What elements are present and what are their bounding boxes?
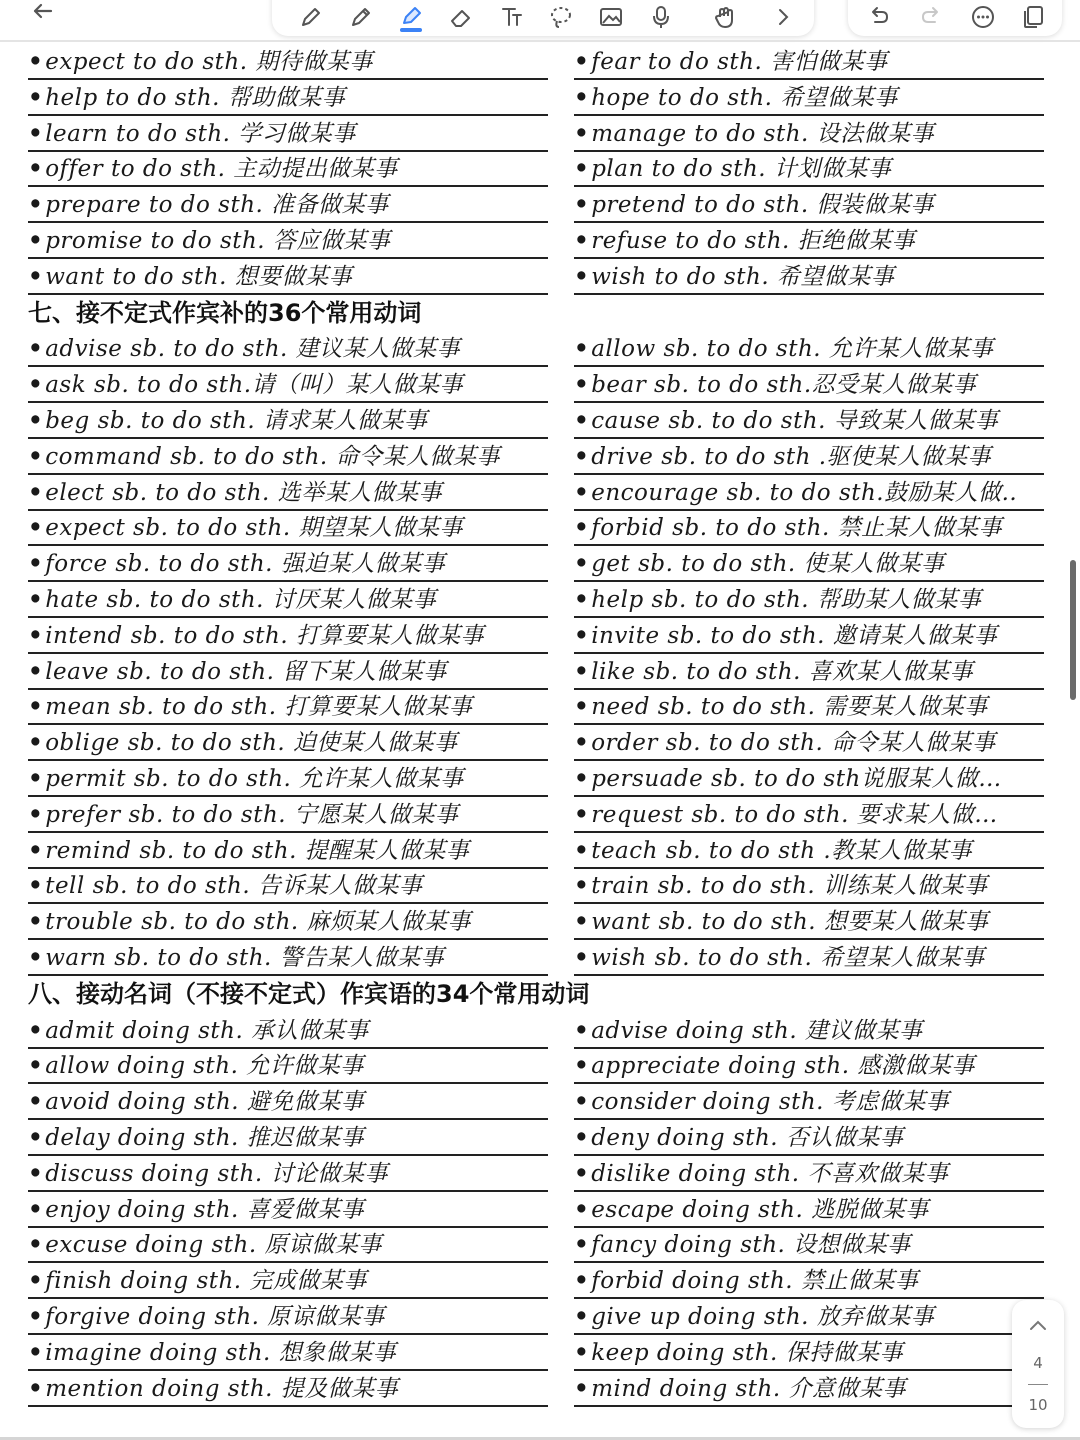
phrase-text: beg sb. to do sth. 请求某人做某事 <box>45 408 428 434</box>
bullet-icon: • <box>28 335 44 363</box>
bullet-icon: • <box>28 1159 44 1187</box>
phrase-text: delay doing sth. 推迟做某事 <box>45 1125 365 1151</box>
bullet-icon: • <box>574 335 590 363</box>
phrase-entry <box>28 187 548 223</box>
section-8-heading: 八、接动名词（不接不定式）作宾语的34个常用动词 <box>28 979 590 1008</box>
phrase-entry <box>574 618 1044 654</box>
phrase-entry <box>574 44 1044 80</box>
phrase-entry <box>574 116 1044 152</box>
bullet-icon: • <box>574 155 590 183</box>
bullet-icon: • <box>574 1088 590 1116</box>
phrase-entry <box>574 259 1044 295</box>
phrase-entry <box>574 904 1044 940</box>
list-row <box>0 367 1080 403</box>
list-row <box>0 1048 1080 1084</box>
phrase-text: deny doing sth. 否认做某事 <box>591 1125 904 1151</box>
bullet-icon: • <box>574 765 590 792</box>
phrase-entry <box>574 151 1044 187</box>
phrase-text: offer to do sth. 主动提出做某事 <box>45 156 398 183</box>
bullet-icon: • <box>574 908 590 936</box>
list-row <box>0 689 1080 725</box>
phrase-text: hate sb. to do sth. 讨厌某人做某事 <box>45 587 437 613</box>
phrase-text: plan to do sth. 计划做某事 <box>591 156 892 183</box>
list-row <box>0 761 1080 797</box>
phrase-text: remind sb. to do sth. 提醒某人做某事 <box>45 837 470 864</box>
actions-group <box>848 0 1062 36</box>
bullet-icon: • <box>574 944 590 971</box>
phrase-text: avoid doing sth. 避免做某事 <box>45 1089 365 1116</box>
phrase-entry <box>574 761 1044 797</box>
phrase-text: order sb. to do sth. 命令某人做某事 <box>591 730 996 757</box>
bullet-icon: • <box>574 1374 590 1402</box>
phrase-text: force sb. to do sth. 强迫某人做某事 <box>45 551 446 578</box>
pencil-icon[interactable] <box>344 0 378 34</box>
phrase-text: hope to do sth. 希望做某事 <box>591 84 898 111</box>
phrase-entry <box>574 725 1044 761</box>
bullet-icon: • <box>28 514 44 542</box>
phrase-entry <box>28 1084 548 1120</box>
phrase-entry <box>574 689 1044 725</box>
bullet-icon: • <box>28 657 44 685</box>
bullet-icon: • <box>28 550 44 578</box>
image-icon[interactable] <box>594 0 628 34</box>
phrase-text: persuade sb. to do sth说服某人做… <box>591 766 1002 792</box>
bullet-icon: • <box>574 1231 590 1259</box>
phrase-text: forgive doing sth. 原谅做某事 <box>45 1304 385 1330</box>
bullet-icon: • <box>574 48 590 75</box>
phrase-text: want sb. to do sth. 想要某人做某事 <box>591 909 989 936</box>
phrase-entry <box>28 868 548 904</box>
phrase-text: request sb. to do sth. 要求某人做… <box>591 801 998 828</box>
phrase-text: prefer sb. to do sth. 宁愿某人做某事 <box>45 801 459 828</box>
microphone-icon[interactable] <box>644 0 678 34</box>
list-row <box>0 151 1080 187</box>
text-tool-icon[interactable] <box>494 0 528 34</box>
phrase-entry <box>574 1299 1044 1335</box>
phrase-text: invite sb. to do sth. 邀请某人做某事 <box>591 622 998 649</box>
bullet-icon: • <box>574 693 590 721</box>
phrase-text: allow sb. to do sth. 允许某人做某事 <box>591 336 994 363</box>
bullet-icon: • <box>28 586 44 613</box>
bullet-icon: • <box>574 1052 590 1080</box>
phrase-text: tell sb. to do sth. 告诉某人做某事 <box>45 873 423 900</box>
phrase-text: train sb. to do sth. 训练某人做某事 <box>591 873 988 900</box>
phrase-entry <box>28 1156 548 1192</box>
phrase-entry <box>28 1263 548 1299</box>
phrase-entry <box>574 367 1044 403</box>
phrase-text: fancy doing sth. 设想做某事 <box>591 1232 911 1259</box>
phrase-entry <box>28 940 548 976</box>
list-row <box>0 904 1080 940</box>
phrase-entry <box>574 403 1044 439</box>
list-row <box>0 546 1080 582</box>
phrase-entry <box>574 331 1044 367</box>
list-row <box>0 582 1080 618</box>
phrase-entry <box>574 940 1044 976</box>
bullet-icon: • <box>28 1052 44 1080</box>
phrase-entry <box>28 259 548 295</box>
phrase-text: want to do sth. 想要做某事 <box>45 263 353 290</box>
phrase-entry <box>28 510 548 546</box>
bullet-icon: • <box>28 693 44 721</box>
bullet-icon: • <box>574 1267 590 1295</box>
phrase-text: refuse to do sth. 拒绝做某事 <box>591 228 916 254</box>
phrase-text: encourage sb. to do sth.鼓励某人做.. <box>591 479 1018 506</box>
phrase-text: learn to do sth. 学习做某事 <box>45 120 356 147</box>
phrase-entry <box>28 761 548 797</box>
bullet-icon: • <box>28 262 44 290</box>
bullet-icon: • <box>574 407 590 434</box>
lasso-icon[interactable] <box>544 0 578 34</box>
phrase-text: ask sb. to do sth.请（叫）某人做某事 <box>45 372 464 399</box>
phrase-entry <box>28 582 548 618</box>
chevron-up-icon[interactable] <box>1026 1314 1050 1338</box>
phrase-text: keep doing sth. 保持做某事 <box>591 1339 904 1366</box>
list-row <box>0 725 1080 761</box>
bullet-icon: • <box>28 621 44 649</box>
phrase-entry <box>28 223 548 259</box>
bullet-icon: • <box>574 800 590 828</box>
phrase-entry <box>28 1013 548 1049</box>
bullet-icon: • <box>28 83 44 111</box>
list-row <box>0 1263 1080 1299</box>
phrase-text: permit sb. to do sth. 允许某人做某事 <box>45 766 464 792</box>
phrase-entry <box>28 546 548 582</box>
pen-icon[interactable] <box>294 0 328 34</box>
page-separator <box>1028 1384 1048 1385</box>
phrase-entry <box>574 1120 1044 1156</box>
section-7-heading: 七、接不定式作宾补的36个常用动词 <box>28 298 422 327</box>
bullet-icon: • <box>574 1016 590 1044</box>
phrase-entry <box>574 1335 1044 1371</box>
list-row <box>0 618 1080 654</box>
bullet-icon: • <box>574 191 590 219</box>
phrase-text: mind doing sth. 介意做某事 <box>591 1375 906 1402</box>
list-row <box>0 187 1080 223</box>
phrase-text: warn sb. to do sth. 警告某人做某事 <box>45 945 445 971</box>
phrase-entry <box>574 1263 1044 1299</box>
phrase-text: give up doing sth. 放弃做某事 <box>591 1304 935 1330</box>
phrase-entry <box>574 510 1044 546</box>
phrase-text: pretend to do sth. 假装做某事 <box>591 192 934 219</box>
bullet-icon: • <box>574 1303 590 1330</box>
list-row <box>0 223 1080 259</box>
phrase-text: intend sb. to do sth. 打算要某人做某事 <box>45 622 484 649</box>
bullet-icon: • <box>574 836 590 864</box>
phrase-text: oblige sb. to do sth. 迫使某人做某事 <box>45 730 458 757</box>
phrase-text: mention doing sth. 提及做某事 <box>45 1375 399 1402</box>
phrase-entry <box>28 331 548 367</box>
drawing-tools-group <box>272 0 814 36</box>
phrase-entry <box>28 1299 548 1335</box>
bullet-icon: • <box>28 442 44 470</box>
bullet-icon: • <box>28 1374 44 1402</box>
phrase-text: advise doing sth. 建议做某事 <box>591 1017 923 1044</box>
phrase-entry <box>574 1084 1044 1120</box>
phrase-entry <box>574 475 1044 511</box>
more-icon[interactable] <box>966 0 1000 34</box>
phrase-entry <box>574 223 1044 259</box>
phrase-entry <box>28 1192 548 1228</box>
bullet-icon: • <box>28 227 44 254</box>
phrase-text: like sb. to do sth. 喜欢某人做某事 <box>591 658 974 685</box>
phrase-text: expect sb. to do sth. 期望某人做某事 <box>45 515 463 542</box>
phrase-text: elect sb. to do sth. 选举某人做某事 <box>45 479 443 506</box>
phrase-entry <box>574 1048 1044 1084</box>
bullet-icon: • <box>574 227 590 254</box>
list-row <box>0 259 1080 295</box>
list-row <box>0 797 1080 833</box>
phrase-entry <box>574 797 1044 833</box>
phrase-entry <box>28 367 548 403</box>
list-row <box>0 80 1080 116</box>
list-row <box>0 1013 1080 1049</box>
phrase-text: command sb. to do sth. 命令某人做某事 <box>45 443 501 470</box>
phrase-text: forbid sb. to do sth. 禁止某人做某事 <box>591 515 1003 542</box>
phrase-entry <box>28 654 548 690</box>
phrase-entry <box>28 1227 548 1263</box>
bullet-icon: • <box>28 765 44 792</box>
list-row <box>0 1371 1080 1407</box>
hand-icon[interactable] <box>708 0 742 34</box>
phrase-entry <box>28 618 548 654</box>
phrase-text: drive sb. to do sth .驱使某人做某事 <box>591 443 992 470</box>
bullet-icon: • <box>574 1338 590 1366</box>
list-row <box>0 403 1080 439</box>
bullet-icon: • <box>574 1124 590 1151</box>
list-row <box>0 510 1080 546</box>
phrase-text: mean sb. to do sth. 打算要某人做某事 <box>45 694 473 721</box>
phrase-entry <box>574 1192 1044 1228</box>
phrase-entry <box>574 833 1044 869</box>
list-row <box>0 940 1080 976</box>
phrase-text: manage to do sth. 设法做某事 <box>591 120 935 147</box>
bullet-icon: • <box>28 407 44 434</box>
phrase-text: expect to do sth. 期待做某事 <box>45 49 373 75</box>
phrase-text: need sb. to do sth. 需要某人做某事 <box>591 694 988 721</box>
phrase-entry <box>28 904 548 940</box>
bullet-icon: • <box>574 729 590 757</box>
list-row <box>0 44 1080 80</box>
phrase-entry <box>574 1371 1044 1407</box>
phrase-text: consider doing sth. 考虑做某事 <box>591 1089 950 1116</box>
bullet-icon: • <box>28 119 44 147</box>
list-row <box>0 1227 1080 1263</box>
bullet-icon: • <box>28 155 44 183</box>
bullet-icon: • <box>574 514 590 542</box>
list-row <box>0 1120 1080 1156</box>
chevron-right-icon[interactable] <box>766 0 800 34</box>
bullet-icon: • <box>574 1195 590 1223</box>
phrase-text: imagine doing sth. 想象做某事 <box>45 1339 397 1366</box>
phrase-text: trouble sb. to do sth. 麻烦某人做某事 <box>45 909 472 936</box>
bullet-icon: • <box>574 586 590 613</box>
bullet-icon: • <box>28 1088 44 1116</box>
phrase-text: help to do sth. 帮助做某事 <box>45 84 346 111</box>
bullet-icon: • <box>574 371 590 399</box>
phrase-entry <box>574 80 1044 116</box>
phrase-text: allow doing sth. 允许做某事 <box>45 1053 364 1080</box>
pages-icon[interactable] <box>1016 0 1050 34</box>
toolbar <box>0 0 1080 40</box>
bullet-icon: • <box>28 48 44 75</box>
bullet-icon: • <box>28 1016 44 1044</box>
phrase-text: advise sb. to do sth. 建议某人做某事 <box>45 336 461 363</box>
bullet-icon: • <box>574 119 590 147</box>
phrase-text: bear sb. to do sth.忍受某人做某事 <box>591 372 977 399</box>
scrollbar[interactable] <box>1070 560 1076 700</box>
phrase-text: teach sb. to do sth .教某人做某事 <box>591 837 973 864</box>
bullet-icon: • <box>28 1124 44 1151</box>
bullet-icon: • <box>28 800 44 828</box>
phrase-text: dislike doing sth. 不喜欢做某事 <box>591 1160 949 1187</box>
phrase-entry <box>28 475 548 511</box>
highlighter-icon[interactable] <box>394 0 428 34</box>
phrase-text: enjoy doing sth. 喜爱做某事 <box>45 1196 365 1223</box>
list-row <box>0 1299 1080 1335</box>
undo-icon[interactable] <box>862 0 896 34</box>
bullet-icon: • <box>28 1267 44 1295</box>
bullet-icon: • <box>28 191 44 219</box>
phrase-text: forbid doing sth. 禁止做某事 <box>591 1268 919 1295</box>
bullet-icon: • <box>28 908 44 936</box>
list-row <box>0 1335 1080 1371</box>
phrase-text: wish sb. to do sth. 希望某人做某事 <box>591 945 985 971</box>
phrase-text: get sb. to do sth. 使某人做某事 <box>591 551 945 578</box>
phrase-text: wish to do sth. 希望做某事 <box>591 263 895 290</box>
bullet-icon: • <box>28 944 44 971</box>
back-arrow-icon[interactable] <box>26 0 60 28</box>
bullet-icon: • <box>574 442 590 470</box>
phrase-entry <box>574 439 1044 475</box>
phrase-entry <box>28 151 548 187</box>
phrase-text: help sb. to do sth. 帮助某人做某事 <box>591 587 982 613</box>
phrase-text: finish doing sth. 完成做某事 <box>45 1268 367 1295</box>
page-indicator[interactable] <box>1012 1300 1064 1428</box>
list-row <box>0 833 1080 869</box>
phrase-text: escape doing sth. 逃脱做某事 <box>591 1196 929 1223</box>
phrase-entry <box>28 725 548 761</box>
list-row <box>0 868 1080 904</box>
bullet-icon: • <box>28 1303 44 1330</box>
phrase-text: cause sb. to do sth. 导致某人做某事 <box>591 408 999 434</box>
phrase-entry <box>574 1227 1044 1263</box>
total-pages: 10 <box>1028 1396 1048 1414</box>
bullet-icon: • <box>574 1159 590 1187</box>
phrase-entry <box>574 868 1044 904</box>
phrase-entry <box>574 582 1044 618</box>
bullet-icon: • <box>574 262 590 290</box>
bullet-icon: • <box>574 872 590 900</box>
phrase-entry <box>28 833 548 869</box>
bullet-icon: • <box>28 729 44 757</box>
list-row <box>0 475 1080 511</box>
phrase-entry <box>28 1048 548 1084</box>
phrase-text: discuss doing sth. 讨论做某事 <box>45 1160 388 1187</box>
list-row <box>0 331 1080 367</box>
phrase-entry <box>574 546 1044 582</box>
phrase-entry <box>28 116 548 152</box>
phrase-text: promise to do sth. 答应做某事 <box>45 228 391 254</box>
list-row <box>0 116 1080 152</box>
phrase-text: excuse doing sth. 原谅做某事 <box>45 1232 382 1259</box>
toolbar-divider <box>0 40 1080 42</box>
bullet-icon: • <box>574 621 590 649</box>
bullet-icon: • <box>574 478 590 506</box>
phrase-entry <box>28 689 548 725</box>
bullet-icon: • <box>574 550 590 578</box>
phrase-entry <box>574 1013 1044 1049</box>
phrase-entry <box>574 654 1044 690</box>
phrase-entry <box>28 1335 548 1371</box>
phrase-text: appreciate doing sth. 感激做某事 <box>591 1053 975 1080</box>
bullet-icon: • <box>28 836 44 864</box>
phrase-entry <box>574 187 1044 223</box>
note-page[interactable] <box>0 42 1080 1440</box>
phrase-text: prepare to do sth. 准备做某事 <box>45 192 389 219</box>
bullet-icon: • <box>28 1338 44 1366</box>
eraser-icon[interactable] <box>444 0 478 34</box>
phrase-text: fear to do sth. 害怕做某事 <box>591 49 888 75</box>
list-row <box>0 1156 1080 1192</box>
bullet-icon: • <box>28 478 44 506</box>
phrase-entry <box>28 797 548 833</box>
phrase-text: admit doing sth. 承认做某事 <box>45 1017 369 1044</box>
bullet-icon: • <box>28 1231 44 1259</box>
bullet-icon: • <box>28 371 44 399</box>
phrase-entry <box>28 1371 548 1407</box>
phrase-entry <box>28 403 548 439</box>
list-row <box>0 439 1080 475</box>
bullet-icon: • <box>28 872 44 900</box>
list-row <box>0 654 1080 690</box>
phrase-entry <box>28 44 548 80</box>
list-row <box>0 1192 1080 1228</box>
phrase-entry <box>28 439 548 475</box>
redo-icon[interactable] <box>914 0 948 34</box>
bullet-icon: • <box>574 83 590 111</box>
phrase-text: leave sb. to do sth. 留下某人做某事 <box>45 658 447 685</box>
phrase-entry <box>574 1156 1044 1192</box>
list-row <box>0 1084 1080 1120</box>
bullet-icon: • <box>28 1195 44 1223</box>
phrase-entry <box>28 1120 548 1156</box>
phrase-entry <box>28 80 548 116</box>
bullet-icon: • <box>574 657 590 685</box>
current-page: 4 <box>1033 1354 1043 1372</box>
